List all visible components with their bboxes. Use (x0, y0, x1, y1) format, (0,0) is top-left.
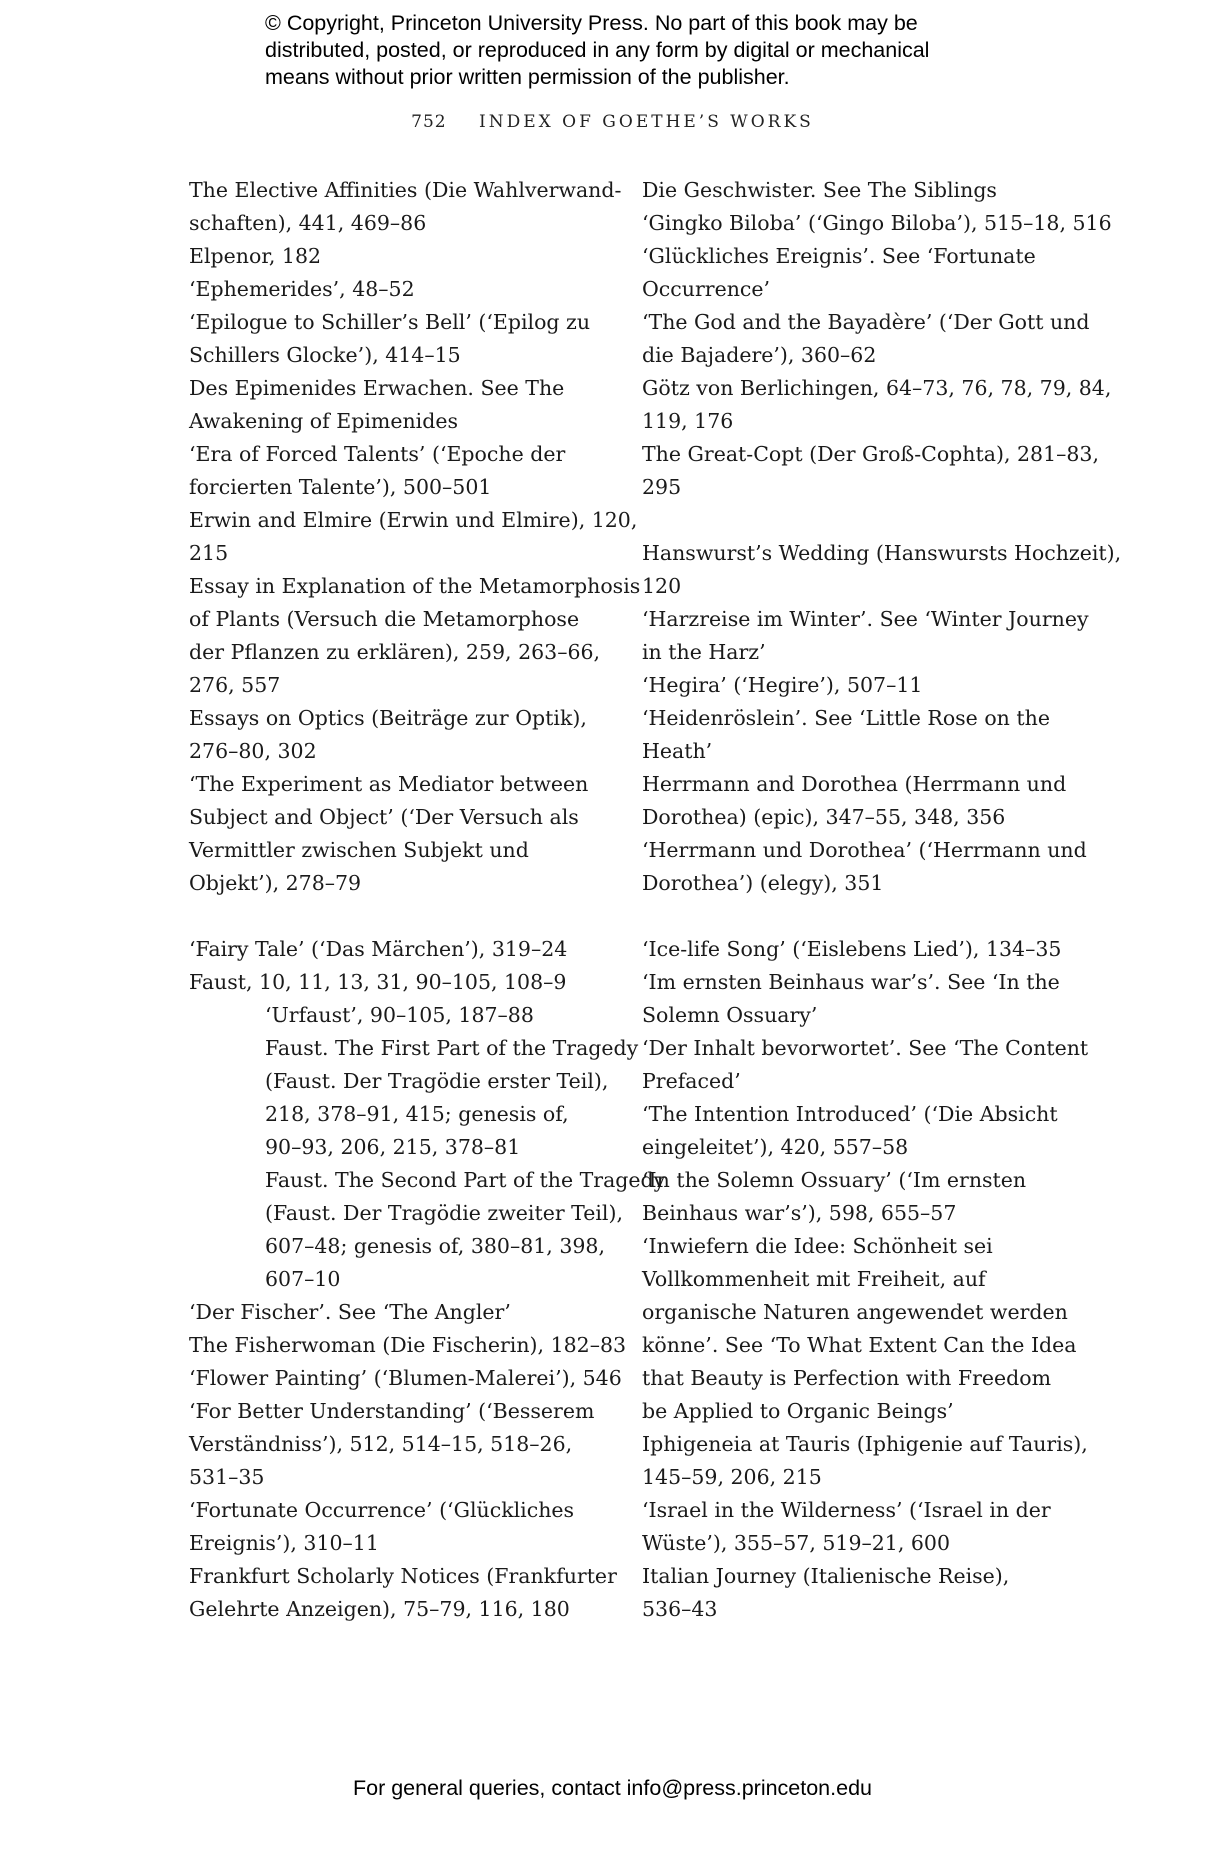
index-entry-line: der Pflanzen zu erklären), 259, 263–66, (189, 640, 601, 664)
index-entry-line: in the Harz’ (642, 640, 766, 664)
index-entry-line: Ereignis’), 310–11 (189, 1531, 379, 1555)
index-entry-line: The Great-Copt (Der Groß-Cophta), 281–83, (642, 442, 1099, 466)
index-entry (189, 438, 609, 504)
index-entry (642, 1098, 1072, 1164)
entries-g (642, 174, 1112, 504)
index-entry-line: Wüste’), 355–57, 519–21, 600 (642, 1531, 951, 1555)
index-entry-line: ‘The God and the Bayadère’ (‘Der Gott und (642, 310, 1090, 334)
index-entry (642, 834, 1087, 900)
index-entry-line: Gelehrte Anzeigen), 75–79, 116, 180 (189, 1597, 570, 1621)
index-entry-line: Faust. The Second Part of the Tragedy (265, 1168, 666, 1192)
index-subentry (189, 1032, 639, 1164)
index-entry (189, 702, 609, 768)
index-entry-line: 119, 176 (642, 409, 734, 433)
index-entry-line: ‘Glückliches Ereignis’. See ‘Fortunate (642, 244, 1036, 268)
index-entry-line: Götz von Berlichingen, 64–73, 76, 78, 79, 84, (642, 376, 1112, 400)
entries-f (189, 933, 609, 999)
index-entry-line: Verständniss’), 512, 514–15, 518–26, (189, 1432, 573, 1456)
copyright-line: means without prior written permission of the publisher. (265, 65, 790, 89)
entries-f-continued (189, 1296, 627, 1626)
contact-footer: For general queries, contact info@press.princeton.edu (352, 1776, 872, 1800)
index-entry-line: Beinhaus war’s’), 598, 655–57 (642, 1201, 957, 1225)
index-entry (642, 1428, 1088, 1494)
index-entry (189, 1560, 617, 1626)
copyright-line: distributed, posted, or reproduced in any form by digital or mechanical (265, 38, 930, 62)
index-entry (642, 240, 1072, 306)
index-entry-line: Occurrence’ (642, 277, 771, 301)
index-entry-line: ‘Ice-life Song’ (‘Eislebens Lied’), 134–35 (642, 937, 1062, 961)
index-entry-line: forcierten Talente’), 500–501 (189, 475, 492, 499)
index-entry (189, 570, 641, 702)
index-subentry (189, 1164, 666, 1296)
index-entry-line: 531–35 (189, 1465, 265, 1489)
index-entry-line: Objekt’), 278–79 (189, 871, 362, 895)
index-subentry (189, 999, 609, 1032)
index-entry-line: of Plants (Versuch die Metamorphose (189, 607, 580, 631)
index-entry (642, 1494, 1072, 1560)
index-entry-line: Italian Journey (Italienische Reise), (642, 1564, 1010, 1588)
index-entry (189, 1362, 622, 1395)
index-entry (189, 1395, 609, 1494)
index-entry-line: Frankfurt Scholarly Notices (Frankfurter (189, 1564, 617, 1588)
index-entry (642, 1560, 1072, 1626)
index-entry (642, 933, 1072, 966)
index-entry (189, 504, 638, 570)
index-entry-line: The Elective Affinities (Die Wahlverwand- (189, 178, 622, 202)
index-entry (642, 207, 1112, 240)
index-entry-line: 276, 557 (189, 673, 281, 697)
index-entry (642, 966, 1072, 1032)
index-entry-line: Vollkommenheit mit Freiheit, auf (642, 1267, 986, 1291)
index-entry-line: organische Naturen angewendet werden (642, 1300, 1068, 1324)
index-entry (189, 240, 609, 273)
index-entry (642, 174, 1072, 207)
index-entry-line: (Faust. Der Tragödie zweiter Teil), (265, 1201, 623, 1225)
index-entry-line: Dorothea’) (elegy), 351 (642, 871, 884, 895)
index-entry-line: Vermittler zwischen Subjekt und (189, 838, 529, 862)
index-entry (642, 702, 1072, 768)
index-entry-line: (Faust. Der Tragödie erster Teil), (265, 1069, 609, 1093)
index-entry-line: 295 (642, 475, 682, 499)
index-entry-line: ‘In the Solemn Ossuary’ (‘Im ernsten (642, 1168, 1027, 1192)
entries-e (189, 174, 641, 900)
index-entry-line: ‘Urfaust’, 90–105, 187–88 (265, 1003, 534, 1027)
index-entry-line: Iphigeneia at Tauris (Iphigenie auf Tauris), (642, 1432, 1088, 1456)
index-entry-line: die Bajadere’), 360–62 (642, 343, 877, 367)
index-entry-line: Prefaced’ (642, 1069, 741, 1093)
index-entry-line: 218, 378–91, 415; genesis of, (265, 1102, 569, 1126)
index-entry-line: Heath’ (642, 739, 713, 763)
index-entry-line: ‘Fairy Tale’ (‘Das Märchen’), 319–24 (189, 937, 568, 961)
index-entry-line: 145–59, 206, 215 (642, 1465, 822, 1489)
copyright-line: © Copyright, Princeton University Press. No part of this book may be (265, 11, 918, 35)
index-entry-line: Solemn Ossuary’ (642, 1003, 818, 1027)
index-entry (642, 768, 1072, 834)
index-entry-line: Erwin and Elmire (Erwin und Elmire), 120, (189, 508, 638, 532)
index-entry (642, 372, 1112, 438)
index-entry-line: Des Epimenides Erwachen. See The (189, 376, 565, 400)
index-entry (189, 768, 609, 900)
index-entry (642, 669, 1072, 702)
index-entry-line: Subject and Object’ (‘Der Versuch als (189, 805, 579, 829)
index-entry-line: könne’. See ‘To What Extent Can the Idea (642, 1333, 1077, 1357)
index-entry (642, 438, 1099, 504)
index-entry-line: Awakening of Epimenides (189, 409, 459, 433)
index-entry-line: ‘Era of Forced Talents’ (‘Epoche der (189, 442, 566, 466)
faust-subentries (189, 999, 666, 1296)
index-entry-line: ‘Ephemerides’, 48–52 (189, 277, 415, 301)
index-entry-line: Essay in Explanation of the Metamorphosis (189, 574, 641, 598)
index-entry-line: The Fisherwoman (Die Fischerin), 182–83 (189, 1333, 627, 1357)
index-column-right (642, 174, 1122, 1626)
index-entry (189, 966, 609, 999)
index-entry-line: ‘Heidenröslein’. See ‘Little Rose on the (642, 706, 1050, 730)
entries-h (642, 537, 1122, 900)
index-entry-line: Die Geschwister. See The Siblings (642, 178, 997, 202)
index-entry (189, 933, 609, 966)
index-entry-line: Essays on Optics (Beiträge zur Optik), (189, 706, 587, 730)
index-entry (642, 306, 1090, 372)
index-entry-line: ‘Gingko Biloba’ (‘Gingo Biloba’), 515–18, 516 (642, 211, 1112, 235)
index-entry-line: Elpenor, 182 (189, 244, 322, 268)
index-entry-line: ‘Fortunate Occurrence’ (‘Glückliches (189, 1498, 575, 1522)
index-entry-line: ‘The Intention Introduced’ (‘Die Absicht (642, 1102, 1058, 1126)
index-entry-line: Herrmann and Dorothea (Herrmann und (642, 772, 1067, 796)
index-entry-line: 607–48; genesis of, 380–81, 398, (265, 1234, 605, 1258)
index-entry-line: that Beauty is Perfection with Freedom (642, 1366, 1052, 1390)
index-entry-line: ‘Hegira’ (‘Hegire’), 507–11 (642, 673, 923, 697)
index-entry-line: 607–10 (265, 1267, 341, 1291)
index-entry-line: ‘Flower Painting’ (‘Blumen-Malerei’), 546 (189, 1366, 622, 1390)
index-entry-line: ‘Herrmann und Dorothea’ (‘Herrmann und (642, 838, 1087, 862)
index-entry (189, 1494, 609, 1560)
index-entry-line: ‘Der Fischer’. See ‘The Angler’ (189, 1300, 511, 1324)
index-entry-line: 276–80, 302 (189, 739, 317, 763)
index-entry-line: 536–43 (642, 1597, 718, 1621)
index-entry-line: ‘The Experiment as Mediator between (189, 772, 589, 796)
index-entry (642, 537, 1122, 603)
index-entry-line: eingeleitet’), 420, 557–58 (642, 1135, 909, 1159)
index-entry-line: ‘Der Inhalt bevorwortet’. See ‘The Content (642, 1036, 1089, 1060)
index-entry (642, 1230, 1077, 1428)
index-entry (189, 1329, 627, 1362)
index-entry (189, 273, 609, 306)
index-entry-line: Hanswurst’s Wedding (Hanswursts Hochzeit), (642, 541, 1122, 565)
index-entry-line: Faust. The First Part of the Tragedy (265, 1036, 639, 1060)
index-entry (642, 1164, 1072, 1230)
index-entry (189, 174, 622, 240)
index-entry-line: be Applied to Organic Beings’ (642, 1399, 954, 1423)
index-entry-line: ‘For Better Understanding’ (‘Besserem (189, 1399, 595, 1423)
index-entry-line: Dorothea) (epic), 347–55, 348, 356 (642, 805, 1006, 829)
index-entry-line: ‘Inwiefern die Idee: Schönheit sei (642, 1234, 993, 1258)
index-entry-line: Schillers Glocke’), 414–15 (189, 343, 461, 367)
index-entry-line: 90–93, 206, 215, 378–81 (265, 1135, 521, 1159)
index-entry (189, 1296, 609, 1329)
entries-i (642, 933, 1089, 1626)
running-head (0, 112, 1225, 132)
index-entry-line: ‘Israel in the Wilderness’ (‘Israel in der (642, 1498, 1051, 1522)
index-entry (189, 372, 609, 438)
index-entry (189, 306, 609, 372)
index-entry (642, 603, 1089, 669)
index-entry (642, 1032, 1089, 1098)
running-head-title: INDEX OF GOETHE’S WORKS (479, 112, 814, 132)
index-entry-line: schaften), 441, 469–86 (189, 211, 427, 235)
index-entry-line: Faust, 10, 11, 13, 31, 90–105, 108–9 (189, 970, 567, 994)
index-entry-line: 120 (642, 574, 682, 598)
index-entry-line: ‘Harzreise im Winter’. See ‘Winter Journey (642, 607, 1089, 631)
index-entry-line: 215 (189, 541, 229, 565)
index-entry-line: ‘Im ernsten Beinhaus war’s’. See ‘In the (642, 970, 1060, 994)
copyright-notice (265, 10, 1025, 91)
page-number: 752 (411, 112, 447, 132)
index-entry-line: ‘Epilogue to Schiller’s Bell’ (‘Epilog zu (189, 310, 591, 334)
